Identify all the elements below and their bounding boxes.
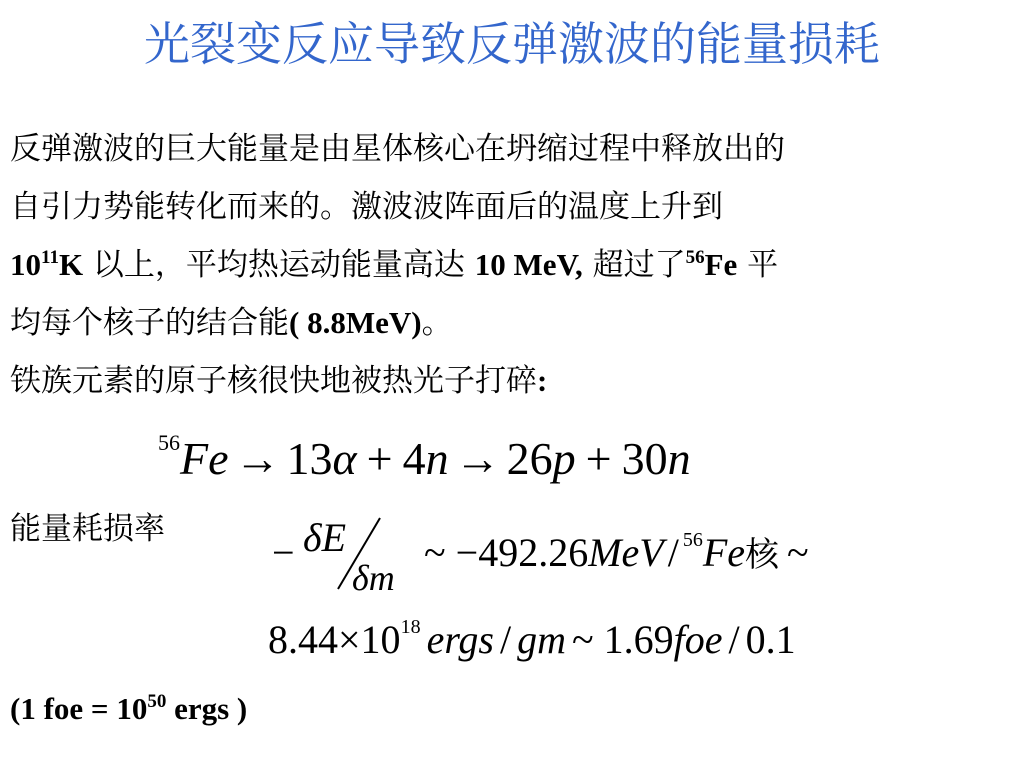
conversion-exponent: 18 <box>400 616 421 638</box>
foe-unit: foe <box>673 617 723 662</box>
temperature-exponent: 11 <box>41 247 59 268</box>
reaction-arrow: → <box>454 433 501 484</box>
paragraph-text: 以上，平均热运动能量高达 <box>83 247 475 283</box>
body-paragraph <box>10 120 1010 410</box>
foe-definition-open: (1 foe = 10 <box>10 691 148 726</box>
plus-sign: + <box>366 433 393 484</box>
foe-value: ~ 1.69 <box>571 617 674 662</box>
foe-exponent: 50 <box>147 691 167 712</box>
plus-sign: + <box>585 433 612 484</box>
per-slash: / <box>499 617 512 662</box>
paragraph-text: 铁族元素的原子核很快地被热光子打碎 <box>10 363 537 399</box>
temperature-base: 10 <box>10 247 41 282</box>
paragraph-text: 均每个核子的结合能 <box>10 305 289 341</box>
foe-definition-note <box>10 680 247 738</box>
energy-loss-formula <box>424 529 809 575</box>
paragraph-line-4 <box>10 294 1010 352</box>
page-title: 光裂变反应导致反弹激波的能量损耗 <box>144 17 880 71</box>
iron-symbol: Fe <box>704 247 738 282</box>
delta-e: δE <box>303 515 347 560</box>
iron-mass-number: 56 <box>158 430 180 455</box>
conversion-coefficient: 8.44×10 <box>268 617 401 662</box>
paragraph-text: 。 <box>421 305 453 341</box>
mev-unit: MeV <box>588 530 664 575</box>
paragraph-text: 平 <box>737 247 779 283</box>
neutron-symbol: n <box>425 433 449 484</box>
minus-sign: − <box>272 530 295 575</box>
kelvin-unit: K <box>58 247 84 282</box>
neutron-symbol: n <box>667 433 691 484</box>
photodisintegration-equation <box>158 430 691 484</box>
alpha-symbol: α <box>332 433 357 484</box>
paragraph-text: 超过了 <box>582 247 686 283</box>
fraction-denominator <box>352 560 395 596</box>
nucleus-label: 核 <box>745 535 780 575</box>
paragraph-line-1: 反弹激波的巨大能量是由星体核心在坍缩过程中释放出的 <box>10 131 785 167</box>
proton-symbol: p <box>552 433 576 484</box>
alpha-coefficient: 13 <box>286 433 333 484</box>
gram-unit: gm <box>517 617 566 662</box>
paragraph-line-3 <box>10 236 1010 294</box>
per-slash: / <box>728 617 740 662</box>
per-slash: / <box>667 530 679 575</box>
reaction-arrow: → <box>234 433 281 484</box>
iron-symbol: Fe <box>180 433 229 484</box>
iron-mass-number: 56 <box>682 529 703 551</box>
binding-energy-value: ( 8.8MeV) <box>289 305 422 340</box>
mass-value: 0.1 <box>745 617 796 662</box>
ergs-unit: ergs <box>426 617 494 662</box>
colon: : <box>537 363 548 398</box>
energy-loss-value: ~ −492.26 <box>424 530 589 575</box>
energy-loss-label: 能量耗损率 <box>10 511 165 547</box>
neutron-coefficient: 30 <box>621 433 668 484</box>
energy-loss-conversion <box>268 616 796 662</box>
proton-coefficient: 26 <box>506 433 553 484</box>
iron-symbol: Fe <box>702 530 746 575</box>
thermal-energy-value: 10 MeV, <box>474 247 583 282</box>
delta-m: δm <box>352 558 395 598</box>
iron-mass-number: 56 <box>685 247 705 268</box>
paragraph-line-2: 自引力势能转化而来的。激波波阵面后的温度上升到 <box>10 189 723 225</box>
neutron-coefficient: 4 <box>402 433 426 484</box>
foe-definition-close: ergs ) <box>166 691 248 726</box>
approx-sign: ~ <box>787 530 809 575</box>
paragraph-line-5 <box>10 352 1010 410</box>
